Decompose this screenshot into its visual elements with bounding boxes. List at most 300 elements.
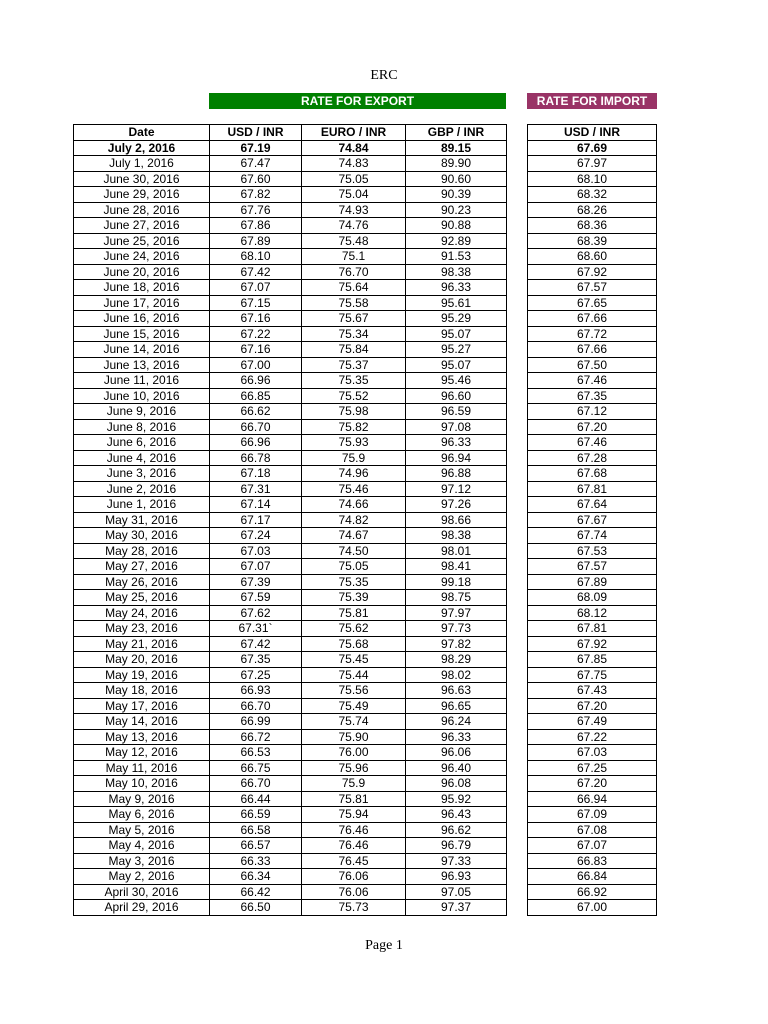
gbp-inr-cell: 98.01: [406, 543, 507, 559]
date-cell: May 28, 2016: [74, 543, 210, 559]
table-row: [528, 357, 657, 373]
table-row: [528, 249, 657, 265]
euro-inr-cell: 74.67: [302, 528, 406, 544]
gbp-inr-cell: 96.62: [406, 822, 507, 838]
usd-inr-cell: 67.89: [210, 233, 302, 249]
table-row: [74, 357, 507, 373]
import-usd-inr-cell: 67.57: [528, 559, 657, 575]
table-row: [528, 822, 657, 838]
import-usd-inr-cell: 67.74: [528, 528, 657, 544]
usd-inr-cell: 67.24: [210, 528, 302, 544]
table-row: [74, 543, 507, 559]
import-usd-inr-cell: 66.92: [528, 884, 657, 900]
import-usd-inr-cell: 67.66: [528, 342, 657, 358]
table-row: [528, 853, 657, 869]
table-row: [74, 559, 507, 575]
table-row: [528, 497, 657, 513]
usd-inr-cell: 67.00: [210, 357, 302, 373]
euro-inr-cell: 75.68: [302, 636, 406, 652]
table-row: [74, 388, 507, 404]
table-row: [528, 543, 657, 559]
usd-inr-cell: 67.16: [210, 342, 302, 358]
date-cell: May 4, 2016: [74, 838, 210, 854]
date-cell: May 6, 2016: [74, 807, 210, 823]
gbp-inr-cell: 95.46: [406, 373, 507, 389]
euro-inr-cell: 74.76: [302, 218, 406, 234]
table-row: [74, 853, 507, 869]
date-cell: May 23, 2016: [74, 621, 210, 637]
date-cell: June 9, 2016: [74, 404, 210, 420]
euro-inr-cell: 74.96: [302, 466, 406, 482]
gbp-inr-cell: 96.33: [406, 729, 507, 745]
table-row: [74, 326, 507, 342]
date-cell: June 28, 2016: [74, 202, 210, 218]
date-cell: May 3, 2016: [74, 853, 210, 869]
gbp-inr-cell: 97.82: [406, 636, 507, 652]
date-cell: June 8, 2016: [74, 419, 210, 435]
table-row: [528, 574, 657, 590]
table-row: [74, 574, 507, 590]
usd-inr-cell: 67.42: [210, 636, 302, 652]
gbp-inr-cell: 96.40: [406, 760, 507, 776]
import-usd-inr-cell: 67.28: [528, 450, 657, 466]
gbp-inr-cell: 96.24: [406, 714, 507, 730]
date-cell: May 20, 2016: [74, 652, 210, 668]
usd-inr-cell: 67.14: [210, 497, 302, 513]
table-row: [528, 404, 657, 420]
gbp-inr-cell: 89.15: [406, 140, 507, 156]
usd-inr-cell: 66.44: [210, 791, 302, 807]
date-cell: May 27, 2016: [74, 559, 210, 575]
table-row: [74, 264, 507, 280]
usd-inr-cell: 67.19: [210, 140, 302, 156]
gbp-inr-cell: 95.92: [406, 791, 507, 807]
euro-inr-cell: 75.04: [302, 187, 406, 203]
import-usd-inr-cell: 67.50: [528, 357, 657, 373]
import-usd-inr-cell: 67.72: [528, 326, 657, 342]
date-cell: July 1, 2016: [74, 156, 210, 172]
import-usd-inr-cell: 67.03: [528, 745, 657, 761]
table-row: [74, 481, 507, 497]
import-usd-inr-cell: 67.75: [528, 667, 657, 683]
date-cell: June 18, 2016: [74, 280, 210, 296]
table-row: [74, 590, 507, 606]
import-usd-inr-cell: 67.67: [528, 512, 657, 528]
euro-inr-cell: 75.94: [302, 807, 406, 823]
table-row: [74, 280, 507, 296]
gbp-inr-cell: 96.63: [406, 683, 507, 699]
gbp-inr-cell: 90.23: [406, 202, 507, 218]
date-cell: May 24, 2016: [74, 605, 210, 621]
import-usd-inr-cell: 67.53: [528, 543, 657, 559]
table-row: [74, 838, 507, 854]
date-cell: June 2, 2016: [74, 481, 210, 497]
date-cell: June 29, 2016: [74, 187, 210, 203]
import-usd-inr-cell: 68.36: [528, 218, 657, 234]
table-row: [528, 760, 657, 776]
usd-inr-cell: 66.57: [210, 838, 302, 854]
gbp-inr-cell: 97.08: [406, 419, 507, 435]
header-usd-inr: USD / INR: [210, 125, 302, 141]
gbp-inr-cell: 97.73: [406, 621, 507, 637]
import-usd-inr-cell: 68.10: [528, 171, 657, 187]
usd-inr-cell: 66.72: [210, 729, 302, 745]
gbp-inr-cell: 96.60: [406, 388, 507, 404]
usd-inr-cell: 66.70: [210, 776, 302, 792]
date-cell: May 11, 2016: [74, 760, 210, 776]
table-row: [74, 404, 507, 420]
usd-inr-cell: 66.42: [210, 884, 302, 900]
table-row: [74, 156, 507, 172]
usd-inr-cell: 66.78: [210, 450, 302, 466]
table-row: [528, 698, 657, 714]
usd-inr-cell: 66.96: [210, 435, 302, 451]
table-row: [528, 512, 657, 528]
import-usd-inr-cell: 67.66: [528, 311, 657, 327]
import-usd-inr-cell: 68.32: [528, 187, 657, 203]
date-cell: May 12, 2016: [74, 745, 210, 761]
euro-inr-cell: 76.06: [302, 869, 406, 885]
table-row: [74, 171, 507, 187]
import-usd-inr-cell: 67.08: [528, 822, 657, 838]
usd-inr-cell: 67.03: [210, 543, 302, 559]
euro-inr-cell: 75.35: [302, 574, 406, 590]
table-row: [74, 187, 507, 203]
import-usd-inr-cell: 67.92: [528, 264, 657, 280]
usd-inr-cell: 67.62: [210, 605, 302, 621]
header-euro-inr: EURO / INR: [302, 125, 406, 141]
table-row: [528, 295, 657, 311]
euro-inr-cell: 75.93: [302, 435, 406, 451]
table-row: [528, 559, 657, 575]
table-row: [528, 187, 657, 203]
gbp-inr-cell: 98.66: [406, 512, 507, 528]
date-cell: April 29, 2016: [74, 900, 210, 916]
euro-inr-cell: 75.52: [302, 388, 406, 404]
table-row: [74, 512, 507, 528]
table-row: [74, 652, 507, 668]
euro-inr-cell: 74.83: [302, 156, 406, 172]
euro-inr-cell: 75.9: [302, 776, 406, 792]
table-row: [528, 481, 657, 497]
euro-inr-cell: 75.81: [302, 605, 406, 621]
gbp-inr-cell: 95.07: [406, 357, 507, 373]
usd-inr-cell: 66.50: [210, 900, 302, 916]
import-rows: [528, 140, 657, 915]
gbp-inr-cell: 95.27: [406, 342, 507, 358]
usd-inr-cell: 66.58: [210, 822, 302, 838]
table-row: [528, 621, 657, 637]
table-row: [74, 342, 507, 358]
usd-inr-cell: 66.62: [210, 404, 302, 420]
usd-inr-cell: 67.25: [210, 667, 302, 683]
table-row: [528, 884, 657, 900]
import-usd-inr-cell: 68.39: [528, 233, 657, 249]
import-usd-inr-cell: 67.68: [528, 466, 657, 482]
table-row: [528, 435, 657, 451]
table-row: [528, 667, 657, 683]
usd-inr-cell: 67.47: [210, 156, 302, 172]
import-usd-inr-cell: 68.26: [528, 202, 657, 218]
date-cell: June 27, 2016: [74, 218, 210, 234]
import-usd-inr-cell: 67.69: [528, 140, 657, 156]
gbp-inr-cell: 97.33: [406, 853, 507, 869]
table-row: [528, 419, 657, 435]
euro-inr-cell: 74.82: [302, 512, 406, 528]
gbp-inr-cell: 92.89: [406, 233, 507, 249]
usd-inr-cell: 66.99: [210, 714, 302, 730]
import-usd-inr-cell: 67.43: [528, 683, 657, 699]
import-usd-inr-cell: 67.81: [528, 621, 657, 637]
gbp-inr-cell: 97.26: [406, 497, 507, 513]
table-row: [74, 528, 507, 544]
import-usd-inr-cell: 67.85: [528, 652, 657, 668]
table-row: [74, 698, 507, 714]
gbp-inr-cell: 97.12: [406, 481, 507, 497]
date-cell: May 5, 2016: [74, 822, 210, 838]
euro-inr-cell: 75.44: [302, 667, 406, 683]
euro-inr-cell: 75.67: [302, 311, 406, 327]
usd-inr-cell: 67.39: [210, 574, 302, 590]
euro-inr-cell: 75.45: [302, 652, 406, 668]
usd-inr-cell: 66.59: [210, 807, 302, 823]
gbp-inr-cell: 98.41: [406, 559, 507, 575]
table-row: [74, 714, 507, 730]
gbp-inr-cell: 97.05: [406, 884, 507, 900]
usd-inr-cell: 66.53: [210, 745, 302, 761]
euro-inr-cell: 75.35: [302, 373, 406, 389]
usd-inr-cell: 67.82: [210, 187, 302, 203]
table-row: [528, 450, 657, 466]
date-cell: June 20, 2016: [74, 264, 210, 280]
table-row: [528, 605, 657, 621]
table-row: [74, 419, 507, 435]
table-row: [528, 218, 657, 234]
euro-inr-cell: 76.70: [302, 264, 406, 280]
table-row: [528, 311, 657, 327]
import-usd-inr-cell: 68.12: [528, 605, 657, 621]
usd-inr-cell: 67.31`: [210, 621, 302, 637]
import-usd-inr-cell: 67.07: [528, 838, 657, 854]
table-row: [528, 156, 657, 172]
table-row: [74, 605, 507, 621]
date-cell: June 13, 2016: [74, 357, 210, 373]
page-footer: Page 1: [365, 938, 403, 953]
import-usd-inr-cell: 67.89: [528, 574, 657, 590]
table-row: [74, 683, 507, 699]
table-row: [74, 466, 507, 482]
table-row: [528, 869, 657, 885]
date-cell: June 17, 2016: [74, 295, 210, 311]
table-row: [74, 202, 507, 218]
date-cell: June 30, 2016: [74, 171, 210, 187]
import-usd-inr-cell: 67.09: [528, 807, 657, 823]
table-row: [74, 373, 507, 389]
euro-inr-cell: 76.06: [302, 884, 406, 900]
table-row: [74, 497, 507, 513]
table-row: [74, 729, 507, 745]
table-row: [528, 683, 657, 699]
table-row: [74, 745, 507, 761]
euro-inr-cell: 75.84: [302, 342, 406, 358]
import-usd-inr-cell: 67.92: [528, 636, 657, 652]
table-row: [528, 590, 657, 606]
euro-inr-cell: 75.05: [302, 171, 406, 187]
table-row: [528, 373, 657, 389]
import-usd-inr-cell: 67.64: [528, 497, 657, 513]
date-cell: May 10, 2016: [74, 776, 210, 792]
euro-inr-cell: 75.96: [302, 760, 406, 776]
table-row: [74, 435, 507, 451]
import-usd-inr-cell: 67.46: [528, 435, 657, 451]
date-cell: June 1, 2016: [74, 497, 210, 513]
usd-inr-cell: 67.15: [210, 295, 302, 311]
usd-inr-cell: 66.96: [210, 373, 302, 389]
table-row: [74, 450, 507, 466]
gbp-inr-cell: 98.29: [406, 652, 507, 668]
euro-inr-cell: 75.1: [302, 249, 406, 265]
export-rows: [74, 140, 507, 915]
import-usd-inr-cell: 67.46: [528, 373, 657, 389]
euro-inr-cell: 75.34: [302, 326, 406, 342]
gbp-inr-cell: 96.79: [406, 838, 507, 854]
table-row: [528, 714, 657, 730]
date-cell: June 14, 2016: [74, 342, 210, 358]
header-date: Date: [74, 125, 210, 141]
euro-inr-cell: 75.46: [302, 481, 406, 497]
usd-inr-cell: 66.75: [210, 760, 302, 776]
date-cell: June 11, 2016: [74, 373, 210, 389]
table-row: [74, 900, 507, 916]
import-usd-inr-cell: 67.00: [528, 900, 657, 916]
table-row: [528, 202, 657, 218]
date-cell: June 24, 2016: [74, 249, 210, 265]
usd-inr-cell: 66.93: [210, 683, 302, 699]
gbp-inr-cell: 96.43: [406, 807, 507, 823]
table-row: [528, 326, 657, 342]
table-row: [528, 791, 657, 807]
usd-inr-cell: 66.34: [210, 869, 302, 885]
gbp-inr-cell: 96.06: [406, 745, 507, 761]
table-row: [74, 636, 507, 652]
gbp-inr-cell: 89.90: [406, 156, 507, 172]
gbp-inr-cell: 96.88: [406, 466, 507, 482]
table-row: [528, 652, 657, 668]
gbp-inr-cell: 96.08: [406, 776, 507, 792]
table-row: [74, 667, 507, 683]
import-rate-banner: RATE FOR IMPORT: [527, 93, 657, 109]
usd-inr-cell: 67.18: [210, 466, 302, 482]
import-usd-inr-cell: 67.20: [528, 776, 657, 792]
date-cell: May 9, 2016: [74, 791, 210, 807]
date-cell: May 26, 2016: [74, 574, 210, 590]
import-usd-inr-cell: 66.83: [528, 853, 657, 869]
usd-inr-cell: 66.85: [210, 388, 302, 404]
import-usd-inr-cell: 67.22: [528, 729, 657, 745]
gbp-inr-cell: 90.39: [406, 187, 507, 203]
date-cell: May 30, 2016: [74, 528, 210, 544]
table-row: [74, 807, 507, 823]
date-cell: June 3, 2016: [74, 466, 210, 482]
table-row: [528, 264, 657, 280]
table-row: [74, 311, 507, 327]
import-usd-inr-cell: 66.84: [528, 869, 657, 885]
usd-inr-cell: 67.35: [210, 652, 302, 668]
euro-inr-cell: 75.73: [302, 900, 406, 916]
table-row: [74, 140, 507, 156]
usd-inr-cell: 68.10: [210, 249, 302, 265]
gbp-inr-cell: 91.53: [406, 249, 507, 265]
table-row: [528, 140, 657, 156]
table-row: [528, 900, 657, 916]
import-usd-inr-cell: 67.35: [528, 388, 657, 404]
euro-inr-cell: 75.58: [302, 295, 406, 311]
usd-inr-cell: 67.59: [210, 590, 302, 606]
euro-inr-cell: 74.93: [302, 202, 406, 218]
date-cell: May 25, 2016: [74, 590, 210, 606]
euro-inr-cell: 75.62: [302, 621, 406, 637]
table-row: [528, 807, 657, 823]
table-row: [528, 745, 657, 761]
date-cell: May 13, 2016: [74, 729, 210, 745]
date-cell: May 17, 2016: [74, 698, 210, 714]
gbp-inr-cell: 95.29: [406, 311, 507, 327]
euro-inr-cell: 75.90: [302, 729, 406, 745]
usd-inr-cell: 67.86: [210, 218, 302, 234]
gbp-inr-cell: 96.59: [406, 404, 507, 420]
import-rates-table: [527, 124, 657, 916]
date-cell: June 4, 2016: [74, 450, 210, 466]
gbp-inr-cell: 90.88: [406, 218, 507, 234]
table-row: [528, 528, 657, 544]
import-usd-inr-cell: 66.94: [528, 791, 657, 807]
table-row: [74, 760, 507, 776]
euro-inr-cell: 75.74: [302, 714, 406, 730]
table-row: [74, 776, 507, 792]
date-cell: June 25, 2016: [74, 233, 210, 249]
table-row: [528, 729, 657, 745]
table-row: [74, 249, 507, 265]
table-row: [528, 171, 657, 187]
table-row: [528, 388, 657, 404]
gbp-inr-cell: 96.33: [406, 280, 507, 296]
table-row: [528, 776, 657, 792]
gbp-inr-cell: 98.02: [406, 667, 507, 683]
euro-inr-cell: 75.56: [302, 683, 406, 699]
euro-inr-cell: 76.45: [302, 853, 406, 869]
euro-inr-cell: 75.64: [302, 280, 406, 296]
import-usd-inr-cell: 68.60: [528, 249, 657, 265]
gbp-inr-cell: 95.07: [406, 326, 507, 342]
gbp-inr-cell: 98.38: [406, 528, 507, 544]
document-title: ERC: [370, 68, 398, 83]
gbp-inr-cell: 97.97: [406, 605, 507, 621]
gbp-inr-cell: 98.75: [406, 590, 507, 606]
import-usd-inr-cell: 67.97: [528, 156, 657, 172]
euro-inr-cell: 75.98: [302, 404, 406, 420]
usd-inr-cell: 66.70: [210, 698, 302, 714]
usd-inr-cell: 67.60: [210, 171, 302, 187]
gbp-inr-cell: 96.93: [406, 869, 507, 885]
usd-inr-cell: 67.31: [210, 481, 302, 497]
table-row: [74, 295, 507, 311]
date-cell: June 16, 2016: [74, 311, 210, 327]
export-header-row: [74, 125, 507, 141]
euro-inr-cell: 76.00: [302, 745, 406, 761]
euro-inr-cell: 76.46: [302, 822, 406, 838]
date-cell: May 14, 2016: [74, 714, 210, 730]
euro-inr-cell: 75.48: [302, 233, 406, 249]
